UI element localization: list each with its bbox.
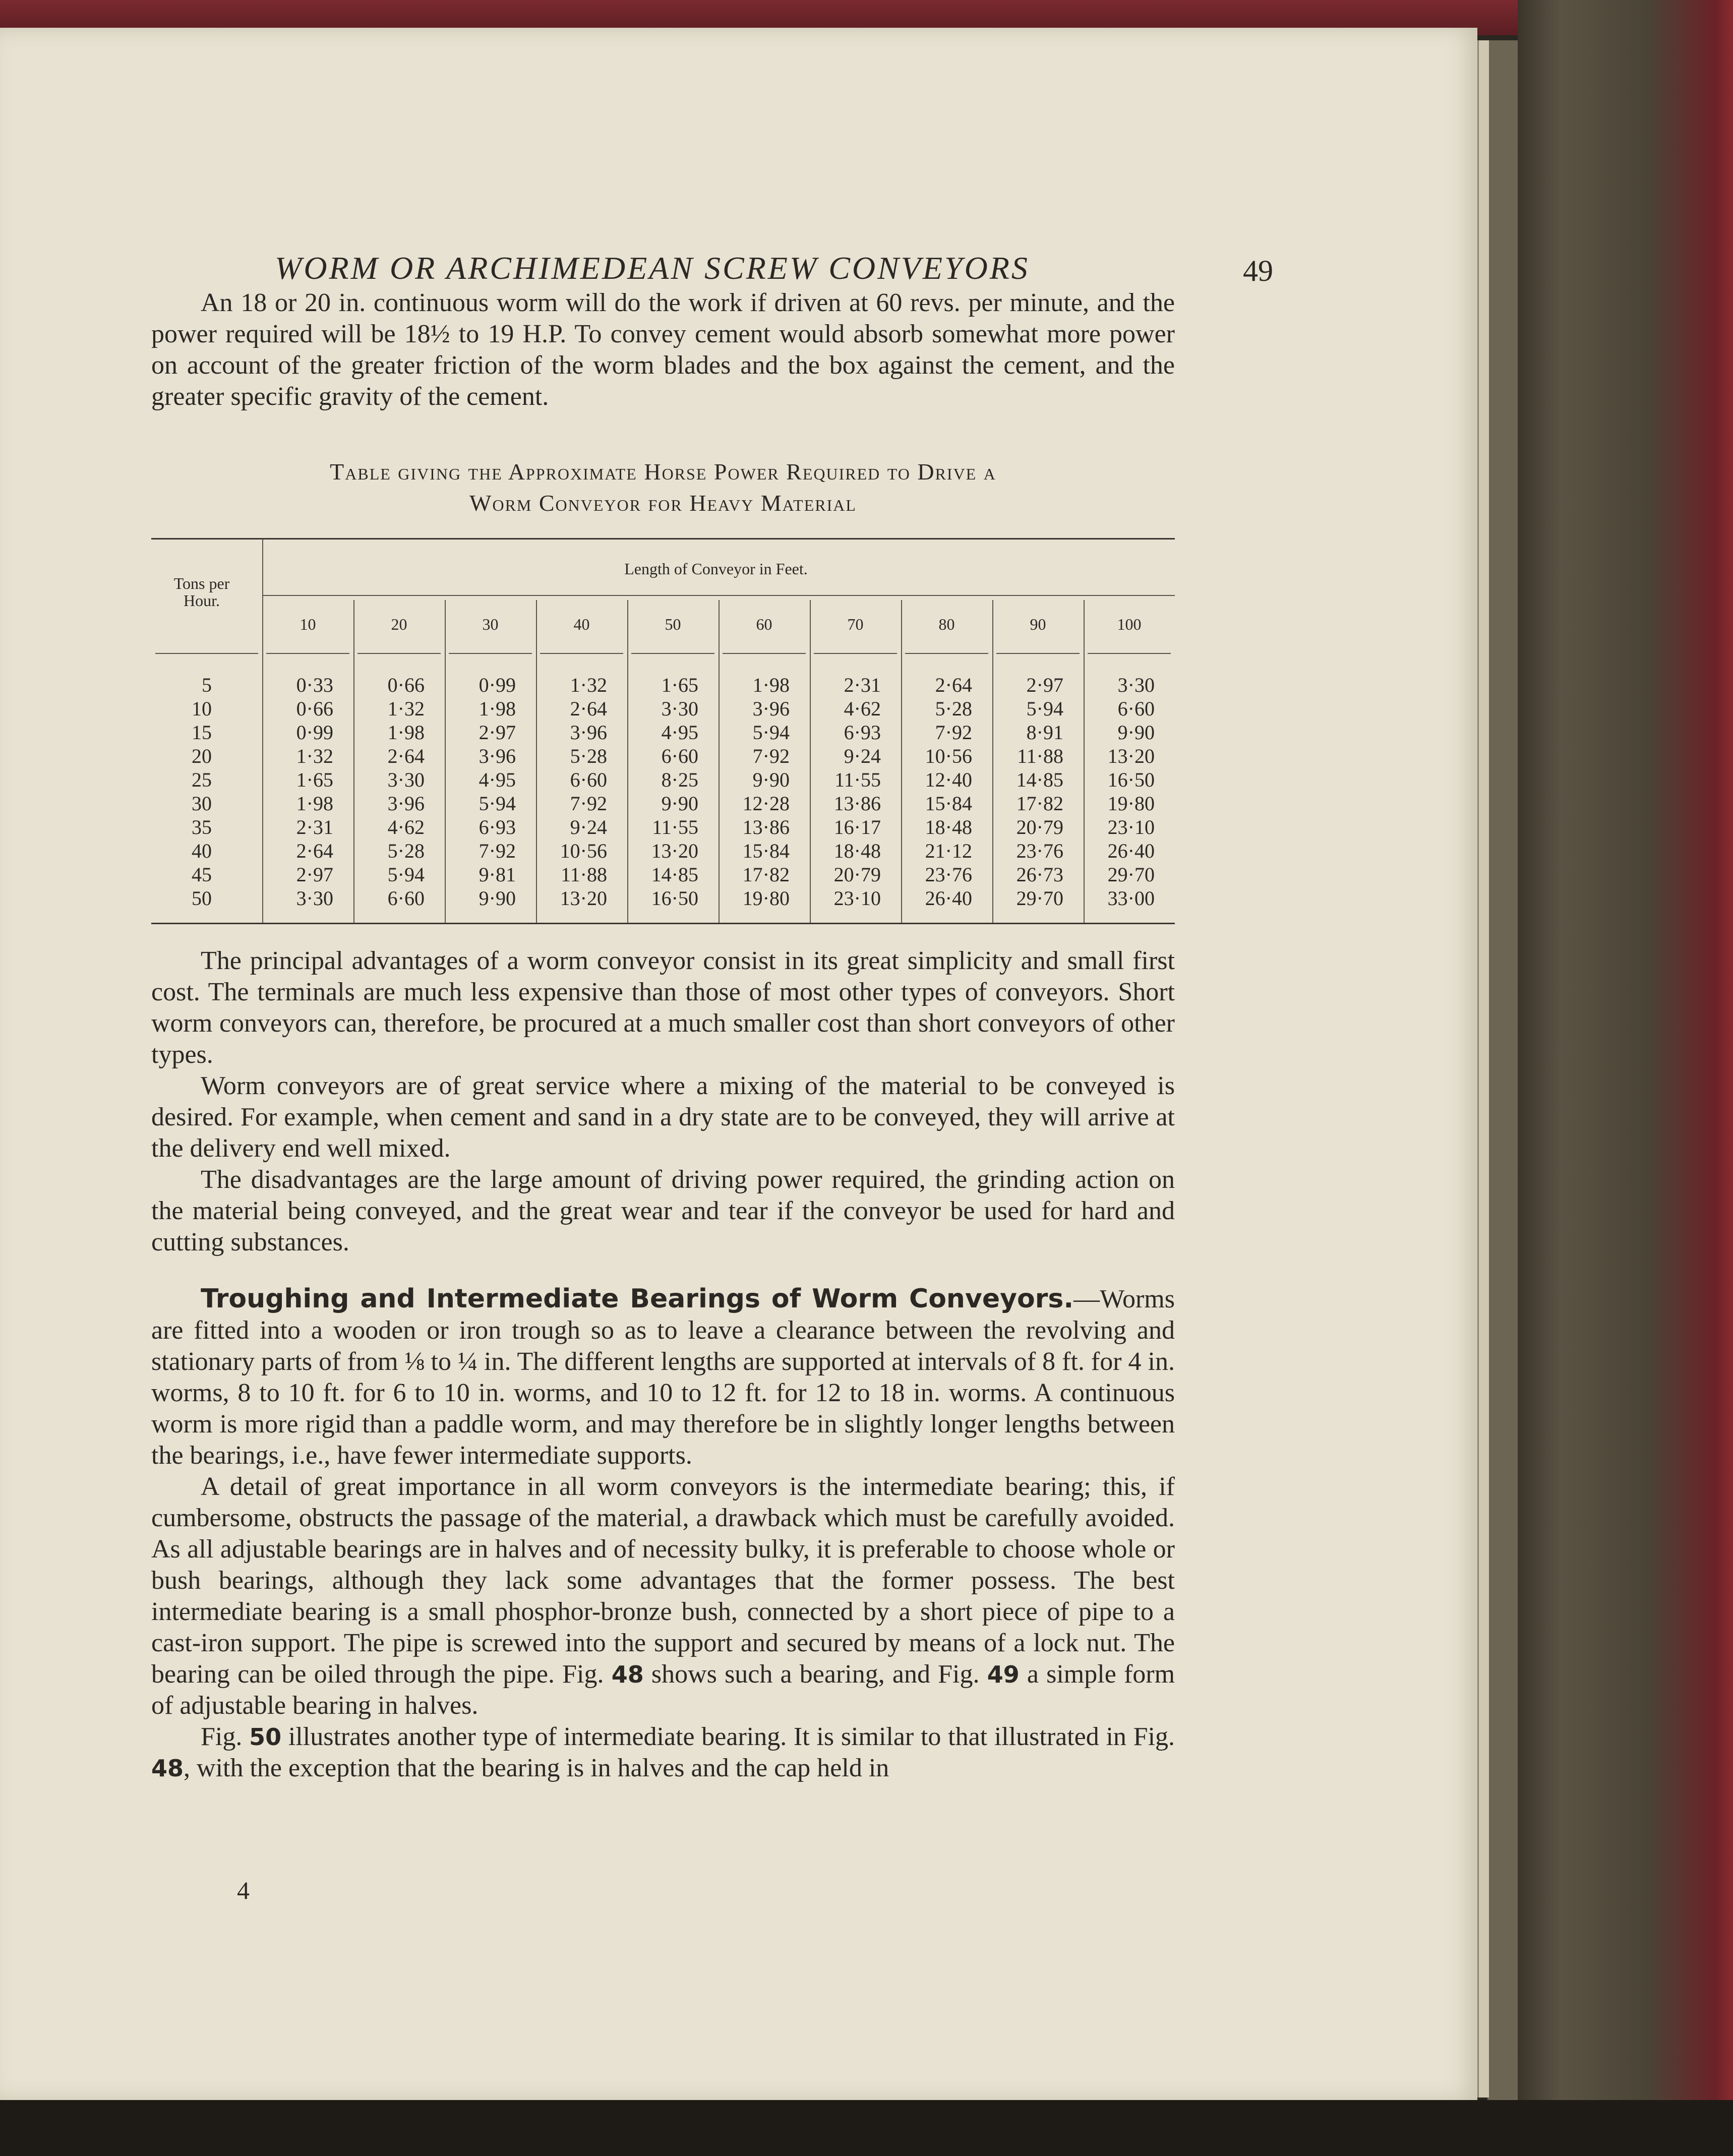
table-cell: 2·97 bbox=[296, 863, 333, 886]
column-header: 70 bbox=[847, 615, 864, 633]
table-cell: 13·86 bbox=[742, 816, 790, 839]
table-cell: 1·32 bbox=[570, 674, 607, 696]
table-cell: 9·81 bbox=[479, 863, 516, 886]
table-cell: 20·79 bbox=[1016, 816, 1063, 839]
table-cell: 6·93 bbox=[479, 816, 516, 839]
column-header: 80 bbox=[938, 615, 955, 633]
table-cell: 9·90 bbox=[661, 792, 698, 815]
table-title bbox=[151, 456, 1175, 519]
table-cell: 4·95 bbox=[479, 768, 516, 791]
fig-ref-prefix-2: Fig. bbox=[201, 1722, 243, 1751]
tons-value: 30 bbox=[192, 792, 212, 815]
table-cell: 21·12 bbox=[925, 840, 972, 862]
table-cell: 29·70 bbox=[1016, 887, 1063, 910]
column-header-rule bbox=[996, 653, 1080, 654]
column-header-rule bbox=[357, 653, 441, 654]
table-cell: 10·56 bbox=[560, 840, 607, 862]
troughing-paragraph bbox=[151, 1283, 1175, 1471]
table-cell: 7·92 bbox=[752, 745, 790, 767]
table-cell: 13·20 bbox=[560, 887, 607, 910]
bearing-text: A detail of great importance in all worm conveyors is the intermediate bearing; this, if cumbersome, obstructs the passage of the material, a drawback which must be carefully avoided. As all adjustable bearings are in halves and of necessity bulky, it is preferable to choose whole or bush bearings, although they lack some advantages that the former possess. The best intermediate bearing is a small phosphor-bronze bush, connected by a short piece of pipe to a cast-iron support. The pipe is screwed into the support and secured by means of a lock nut. The bearing can be oiled through the pipe. bbox=[151, 1472, 1175, 1689]
table-cell: 3·30 bbox=[387, 768, 425, 791]
table-cell: 13·20 bbox=[651, 840, 698, 862]
column-header: 10 bbox=[300, 615, 316, 633]
table-cell: 2·31 bbox=[296, 816, 333, 839]
table-title-line-2: Worm Conveyor for Heavy Material bbox=[469, 490, 857, 516]
column-header-rule bbox=[266, 653, 349, 654]
table-cell: 2·64 bbox=[570, 697, 607, 720]
table-cell: 26·40 bbox=[1107, 840, 1155, 862]
table-cell: 5·94 bbox=[479, 792, 516, 815]
paragraph-advantages: The principal advantages of a worm conveyor consist in its great simplicity and small first cost. The terminals are much less expensive than those of most other types of conveyors. Short worm conveyors can, therefore, be procured at a much smaller cost than short conveyors of other types. bbox=[151, 946, 1175, 1069]
table-cell: 18·48 bbox=[833, 840, 881, 862]
table-cell: 2·31 bbox=[844, 674, 881, 696]
table-cell: 13·20 bbox=[1107, 745, 1155, 767]
table-cell: 7·92 bbox=[570, 792, 607, 815]
table-cell: 3·96 bbox=[752, 697, 790, 720]
table-cell: 11·88 bbox=[561, 863, 607, 886]
table-cell: 3·30 bbox=[296, 887, 333, 910]
bearing-text-2: shows such a bearing, and Fig. bbox=[651, 1660, 980, 1689]
book-cover-bottom bbox=[0, 2100, 1733, 2156]
group-header: Length of Conveyor in Feet. bbox=[624, 560, 808, 578]
book-spine bbox=[1518, 0, 1733, 2156]
table-cell: 1·65 bbox=[296, 768, 333, 791]
fig-ref-prefix: Fig. bbox=[562, 1660, 604, 1689]
troughing-section bbox=[151, 1283, 1175, 1784]
tons-value: 50 bbox=[192, 887, 212, 910]
table-cell: 26·40 bbox=[925, 887, 972, 910]
table-cell: 1·65 bbox=[661, 674, 698, 696]
row-header: Tons per Hour. bbox=[173, 574, 230, 610]
table-cell: 1·32 bbox=[387, 697, 425, 720]
table-cell: 0·99 bbox=[296, 721, 333, 744]
table-cell: 4·62 bbox=[387, 816, 425, 839]
column-header: 30 bbox=[482, 615, 499, 633]
table-cell: 0·66 bbox=[387, 674, 425, 696]
table-cell: 1·98 bbox=[479, 697, 516, 720]
table-cell: 6·60 bbox=[570, 768, 607, 791]
tons-value: 40 bbox=[192, 840, 212, 862]
column-header: 40 bbox=[573, 615, 590, 633]
intro-text: An 18 or 20 in. continuous worm will do the work if driven at 60 revs. per minute, and the power required will be 18½ to 19 H.P. To convey cement would absorb somewhat more power on account of the greater friction of the worm blades and the box against the cement, and the greater specific gravity of the cement. bbox=[151, 288, 1175, 411]
column-header-rule bbox=[905, 653, 988, 654]
paragraph-disadvantages: The disadvantages are the large amount of driving power required, the grinding action on the material being conveyed, and the great wear and tear if the conveyor be used for hard and cutting substances. bbox=[151, 1165, 1175, 1256]
table-cell: 15·84 bbox=[742, 840, 790, 862]
fig-48-ref: 48 bbox=[611, 1661, 644, 1688]
table-cell: 15·84 bbox=[925, 792, 972, 815]
table-cell: 7·92 bbox=[479, 840, 516, 862]
table-cell: 2·64 bbox=[387, 745, 425, 767]
tons-value: 25 bbox=[192, 768, 212, 791]
table-cell: 23·76 bbox=[1016, 840, 1063, 862]
table-cell: 16·17 bbox=[833, 816, 881, 839]
column-header: 60 bbox=[756, 615, 772, 633]
table-cell: 5·94 bbox=[1026, 697, 1063, 720]
table-cell: 19·80 bbox=[1107, 792, 1155, 815]
table-cell: 16·50 bbox=[651, 887, 698, 910]
column-header-rule bbox=[723, 653, 806, 654]
table-cell: 0·33 bbox=[296, 674, 333, 696]
running-head-title: WORM OR ARCHIMEDEAN SCREW CONVEYORS bbox=[275, 250, 1030, 286]
column-header: 100 bbox=[1117, 615, 1142, 633]
table-cell: 8·25 bbox=[661, 768, 698, 791]
table-cell: 5·94 bbox=[387, 863, 425, 886]
table-cell: 5·28 bbox=[935, 697, 972, 720]
table-cell: 17·82 bbox=[1016, 792, 1063, 815]
bearing-text-3: a simple form of adjustable bearing in halves. bbox=[151, 1660, 1175, 1720]
table-cell: 14·85 bbox=[651, 863, 698, 886]
column-header-rule bbox=[449, 653, 532, 654]
table-cell: 9·90 bbox=[752, 768, 790, 791]
table-cell: 7·92 bbox=[935, 721, 972, 744]
table-cell: 2·97 bbox=[479, 721, 516, 744]
table-cell: 3·30 bbox=[1117, 674, 1155, 696]
intro-paragraph bbox=[151, 287, 1175, 412]
table-cell: 10·56 bbox=[925, 745, 972, 767]
table-cell: 0·99 bbox=[479, 674, 516, 696]
fig-50-ref: 50 bbox=[249, 1723, 282, 1751]
table-cell: 23·10 bbox=[833, 887, 881, 910]
page-number: 49 bbox=[1243, 254, 1273, 287]
table-cell: 29·70 bbox=[1107, 863, 1155, 886]
section-heading: Troughing and Intermediate Bearings of Worm Conveyors. bbox=[201, 1284, 1074, 1314]
table-cell: 14·85 bbox=[1016, 768, 1063, 791]
table-cell: 9·24 bbox=[570, 816, 607, 839]
table-cell: 33·00 bbox=[1107, 887, 1155, 910]
table-cell: 2·64 bbox=[296, 840, 333, 862]
table-cell: 20·79 bbox=[833, 863, 881, 886]
table-cell: 4·62 bbox=[844, 697, 881, 720]
table-cell: 1·98 bbox=[387, 721, 425, 744]
table-cell: 23·76 bbox=[925, 863, 972, 886]
table-cell: 3·96 bbox=[387, 792, 425, 815]
table-title-line-1: Table giving the Approximate Horse Power Required to Drive a bbox=[330, 459, 996, 485]
table-cell: 19·80 bbox=[742, 887, 790, 910]
table-cell: 6·60 bbox=[387, 887, 425, 910]
column-header-rule bbox=[631, 653, 714, 654]
fig50-paragraph bbox=[151, 1721, 1175, 1784]
table-cell: 23·10 bbox=[1107, 816, 1155, 839]
table-cell: 5·94 bbox=[752, 721, 790, 744]
table-cell: 3·30 bbox=[661, 697, 698, 720]
table-cell: 12·40 bbox=[925, 768, 972, 791]
horse-power-table bbox=[151, 538, 1175, 924]
fig-48-ref-2: 48 bbox=[151, 1755, 184, 1782]
column-header: 90 bbox=[1030, 615, 1046, 633]
table-cell: 5·28 bbox=[387, 840, 425, 862]
signature-mark: 4 bbox=[237, 1876, 250, 1904]
running-head bbox=[275, 250, 1273, 290]
column-header-rule bbox=[1088, 653, 1171, 654]
table-cell: 12·28 bbox=[742, 792, 790, 815]
advantages-section bbox=[151, 945, 1175, 1258]
table-cell: 11·55 bbox=[652, 816, 698, 839]
table-cell: 8·91 bbox=[1026, 721, 1063, 744]
table-cell: 0·66 bbox=[296, 697, 333, 720]
table-cell: 17·82 bbox=[742, 863, 790, 886]
book-page bbox=[0, 28, 1477, 2100]
table-cell: 11·88 bbox=[1017, 745, 1063, 767]
table-cell: 9·24 bbox=[844, 745, 881, 767]
tons-value: 35 bbox=[192, 816, 212, 839]
fig50-text: illustrates another type of intermediate bearing. It is similar to that illustrated in Fig. bbox=[288, 1722, 1175, 1751]
tons-value: 20 bbox=[192, 745, 212, 767]
table-cell: 11·55 bbox=[834, 768, 881, 791]
table-cell: 3·96 bbox=[479, 745, 516, 767]
tons-value: 10 bbox=[192, 697, 212, 720]
column-header: 20 bbox=[391, 615, 407, 633]
table-cell: 18·48 bbox=[925, 816, 972, 839]
table-cell: 6·60 bbox=[1117, 697, 1155, 720]
table-cell: 3·96 bbox=[570, 721, 607, 744]
table-cell: 13·86 bbox=[833, 792, 881, 815]
table-cell: 5·28 bbox=[570, 745, 607, 767]
group-header-rule bbox=[262, 595, 1175, 596]
column-header: 50 bbox=[665, 615, 681, 633]
row-header-rule bbox=[155, 653, 258, 654]
troughing-text: —Worms are fitted into a wooden or iron trough so as to leave a clearance between the revolving and stationary parts of from ⅛ to ¼ in. The different lengths are supported at intervals of 8 ft. for 4 in. worms, 8 to 10 ft. for 6 to 10 in. worms, and 10 to 12 ft. for 12 to 18 in. worms. A continuous worm is more rigid than a paddle worm, and may therefore be in slightly longer lengths between the bearings, i.e., have fewer intermediate supports. bbox=[151, 1285, 1175, 1470]
paragraph-mixing: Worm conveyors are of great service where a mixing of the material to be conveyed is desired. For example, when cement and sand in a dry state are to be conveyed, they will arrive at the delivery end well mixed. bbox=[151, 1071, 1175, 1163]
table-cell: 1·98 bbox=[752, 674, 790, 696]
table-cell: 16·50 bbox=[1107, 768, 1155, 791]
tons-value: 5 bbox=[202, 674, 212, 696]
table-cell: 6·60 bbox=[661, 745, 698, 767]
tons-value: 45 bbox=[192, 863, 212, 886]
table-cell: 2·97 bbox=[1026, 674, 1063, 696]
fig50-text-2: , with the exception that the bearing is in halves and the cap held in bbox=[184, 1754, 889, 1782]
table-cell: 26·73 bbox=[1016, 863, 1063, 886]
table-cell: 4·95 bbox=[661, 721, 698, 744]
tons-value: 15 bbox=[192, 721, 212, 744]
table-cell: 2·64 bbox=[935, 674, 972, 696]
column-header-rule bbox=[814, 653, 897, 654]
table-cell: 1·32 bbox=[296, 745, 333, 767]
table-cell: 9·90 bbox=[1117, 721, 1155, 744]
page-edge bbox=[1477, 40, 1489, 2098]
bearing-paragraph bbox=[151, 1471, 1175, 1721]
table-cell: 9·90 bbox=[479, 887, 516, 910]
column-header-rule bbox=[540, 653, 623, 654]
page-stack bbox=[1487, 40, 1518, 2108]
table-cell: 6·93 bbox=[844, 721, 881, 744]
table-cell: 1·98 bbox=[296, 792, 333, 815]
fig-49-ref: 49 bbox=[987, 1661, 1020, 1688]
